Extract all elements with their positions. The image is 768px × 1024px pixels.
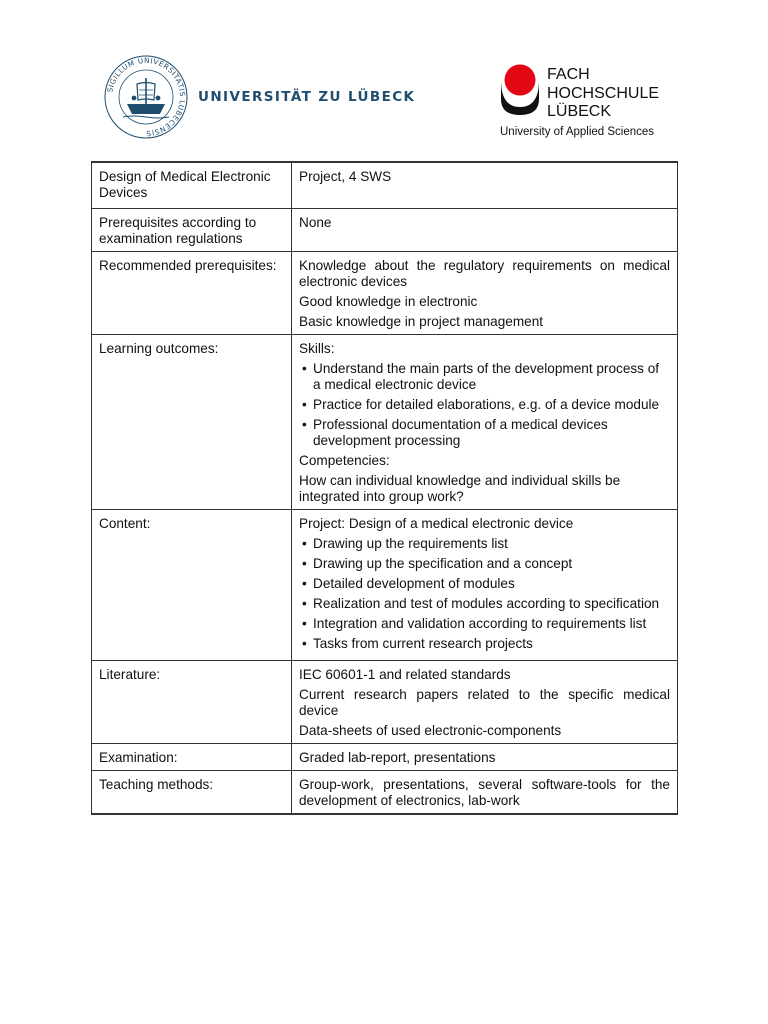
table-row-recommended: [92, 251, 678, 334]
recommended-label: Recommended prerequisites:: [92, 251, 292, 334]
prerequisites-value: None: [292, 208, 678, 251]
teaching-methods-label: Teaching methods:: [92, 770, 292, 814]
seal-ring-text: SIGILLUM UNIVERSITATIS LUBECENSIS: [105, 55, 188, 139]
recommended-value: [292, 251, 678, 334]
literature-item: Current research papers related to the specific medical device: [299, 686, 670, 718]
university-logo: [103, 54, 415, 140]
table-row-examination: [92, 743, 678, 770]
table-row-title: [92, 162, 678, 208]
fh-line-1: FACH: [547, 66, 590, 83]
table-row-teaching-methods: [92, 770, 678, 814]
content-value: [292, 509, 678, 660]
prerequisites-label: Prerequisites according to examination regulations: [92, 208, 292, 251]
examination-value: Graded lab-report, presentations: [292, 743, 678, 770]
literature-label: Literature:: [92, 660, 292, 743]
content-intro: Project: Design of a medical electronic device: [299, 515, 574, 531]
examination-label: Examination:: [92, 743, 292, 770]
fh-luebeck-wordmark: [547, 66, 659, 122]
table-row-learning-outcomes: [92, 334, 678, 509]
recommended-item: Knowledge about the regulatory requirements on medical electronic devices: [299, 257, 670, 289]
recommended-item: Good knowledge in electronic: [299, 293, 478, 309]
content-item: • Drawing up the requirements list: [299, 536, 670, 552]
content-item: • Drawing up the specification and a concept: [299, 556, 670, 572]
table-row-content: [92, 509, 678, 660]
content-list: [299, 536, 670, 652]
fh-subtitle: University of Applied Sciences: [500, 126, 655, 138]
skills-item: • Practice for detailed elaborations, e.g. of a device module: [299, 397, 670, 413]
content-item: • Realization and test of modules according to specification: [299, 596, 670, 612]
skills-item: • Understand the main parts of the development process of a medical electronic device: [299, 361, 670, 393]
module-description-table: [91, 161, 678, 815]
university-seal-icon: [103, 54, 189, 140]
fh-line-2: HOCHSCHULE: [547, 84, 660, 102]
learning-outcomes-value: [292, 334, 678, 509]
teaching-methods-text: Group-work, presentations, several software-tools for the development of electronics, lab-work: [299, 776, 670, 808]
university-name: UNIVERSITÄT ZU LÜBECK: [198, 89, 416, 105]
content-label: Content:: [92, 509, 292, 660]
competencies-heading: Competencies:: [299, 452, 390, 468]
learning-outcomes-label: Learning outcomes:: [92, 334, 292, 509]
skills-item: • Professional documentation of a medical devices development processing: [299, 417, 670, 449]
skills-list: [299, 361, 670, 449]
fh-luebeck-mark-icon: [499, 63, 541, 119]
teaching-methods-value: [292, 770, 678, 814]
table-row-prerequisites: [92, 208, 678, 251]
fh-line-3: LÜBECK: [547, 103, 612, 120]
content-item: • Detailed development of modules: [299, 576, 670, 592]
literature-value: [292, 660, 678, 743]
module-type: Project, 4 SWS: [292, 162, 678, 208]
content-item: • Integration and validation according to requirements list: [299, 616, 670, 632]
literature-item: Data-sheets of used electronic-components: [299, 722, 562, 738]
skills-heading: Skills:: [299, 340, 335, 356]
recommended-item: Basic knowledge in project management: [299, 313, 544, 329]
literature-item: IEC 60601-1 and related standards: [299, 666, 511, 682]
content-item: • Tasks from current research projects: [299, 636, 670, 652]
module-title: Design of Medical Electronic Devices: [92, 162, 292, 208]
competencies-text: How can individual knowledge and individual skills be integrated into group work?: [299, 472, 621, 504]
table-row-literature: [92, 660, 678, 743]
